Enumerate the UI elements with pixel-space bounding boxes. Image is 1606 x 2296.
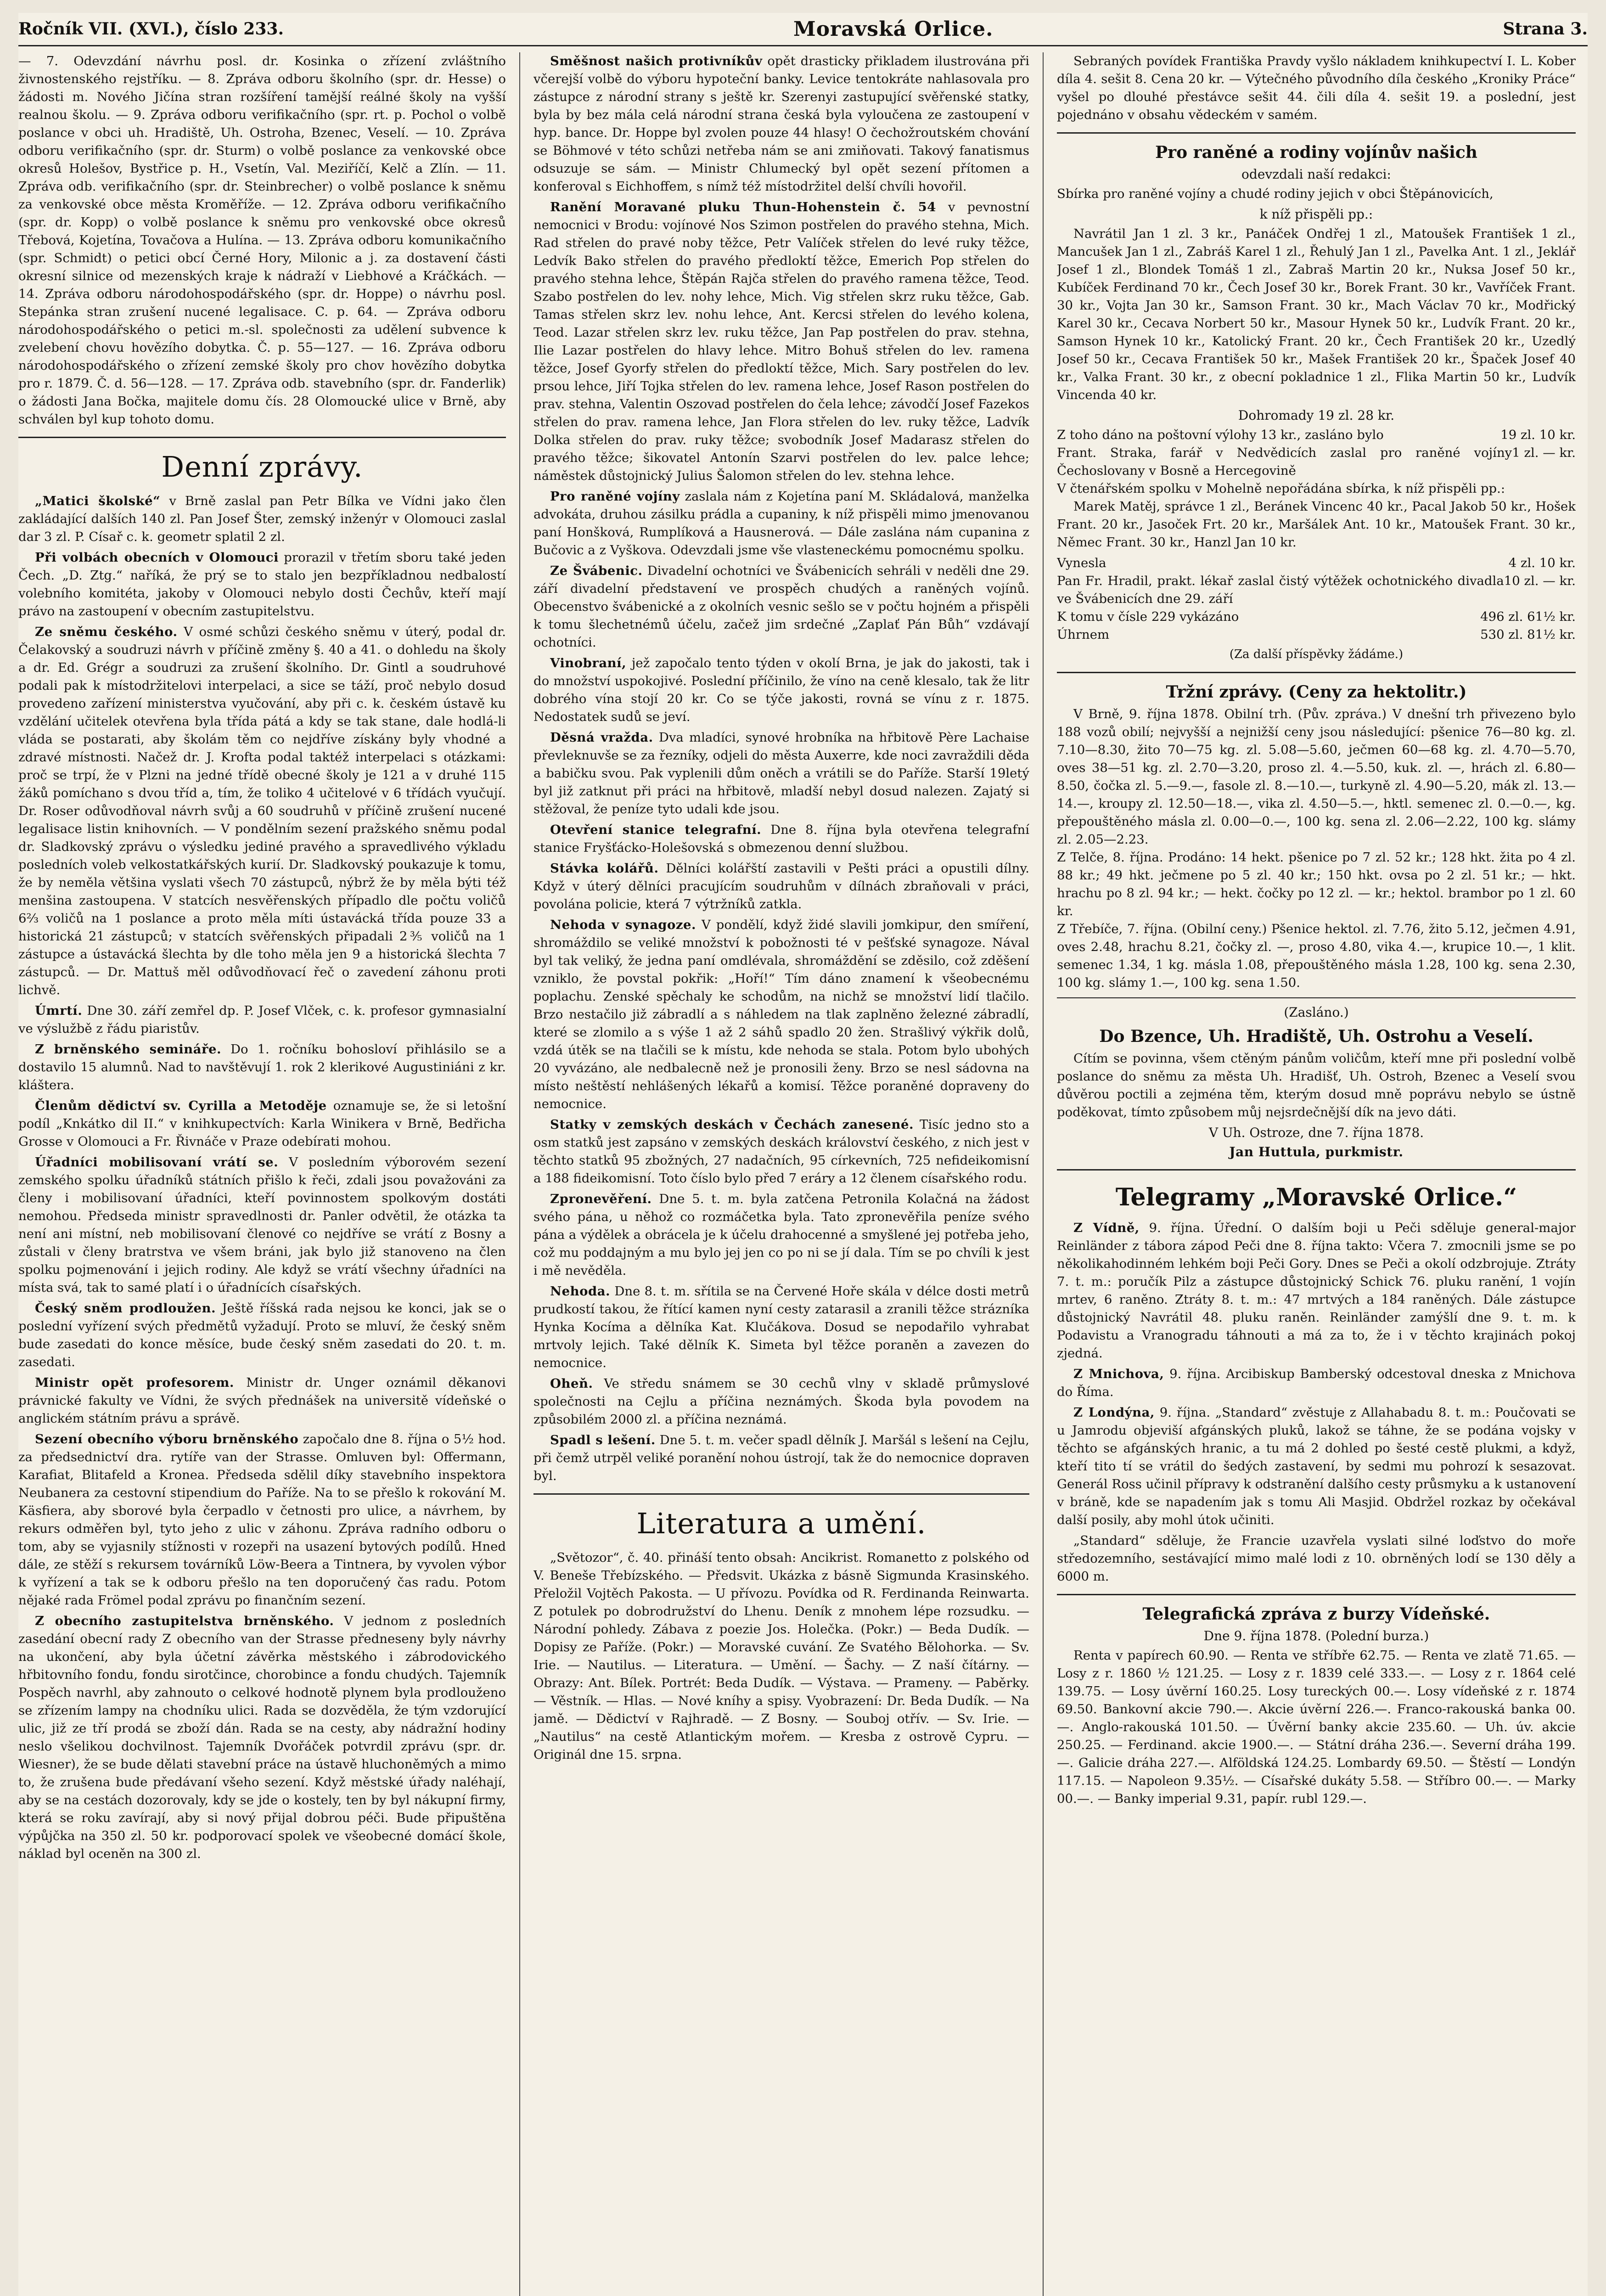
column-divider (1043, 52, 1044, 2296)
news-text: Dne 8. října byla otevřena telegrafní stanice Fryšťácko-Holešovská s obmezenou denní službou. (533, 822, 1029, 855)
donation-subtitle: odevzdali naší redakci: (1241, 167, 1391, 182)
section-rule (1057, 1169, 1576, 1171)
news-text: Do 1. ročníku bohosloví přihlásilo se a dostavilo 15 alumnů. Nad to navštěvují 1. rok 2 klerikové Augustiniáni z kr. kláštera. (18, 1042, 506, 1092)
news-list (18, 492, 506, 1863)
news-headline: „Matici školské“ (35, 494, 161, 508)
donation-row (1057, 444, 1576, 480)
section-rule (1057, 132, 1576, 134)
stock-exchange-report: Renta v papírech 60.90. — Renta ve stříbře 62.75. — Renta ve zlatě 71.65. — Losy z r. 1860 ½ 121.25. — Losy z r. 1839 celé 333.—. — Losy z r. 1864 celé 139.75. — Losy úvěrní 160.25. Losy tureckých 00.—. Losy vídeňské z r. 1874 69.50. Bankovní akcie 790.—. Akcie úvěrní 226.—. Franco-rakouská banka 00.—. Anglo-rakouská 101.50. — Úvěrní banky akcie 235.60. — Uh. úv. akcie 250.25. — Ferdinand. akcie 1900.—. — Státní dráha 236.—. Severní dráha 199.—. Galicie dráha 227.—. Alföldská 124.25. Lombardy 69.50. — Štěstí — Londýn 117.15. — Napoleon 9.35½. — Císařské dukáty 5.58. — Stříbro 00.—. — Marky 00.—. — Banky imperial 9.31, papír. rubl 129.—. (1057, 1648, 1576, 1806)
news-headline: Úřadníci mobilisovaní vrátí se. (35, 1155, 279, 1170)
donation-row (1057, 572, 1576, 608)
news-paragraph (533, 562, 1029, 652)
donation-row-label: Frant. Straka, farář v Nedvědicích zaslal pro raněné vojíny Čechoslovany v Bosně a Hercegovině (1057, 445, 1512, 478)
news-text: oznamuje se, že si letošní podíl „Knkátko dil II.“ v knihkupectvích: Karla Winikera v Brně, Bedřicha Grosse v Olomouci a Fr. Řivnáče v Praze odebírati mohou. (18, 1098, 506, 1149)
donation-row-label: Pan Fr. Hradil, prakt. lékař zaslal čistý výtěžek ochotnického divadla ve Švábenicích dne 29. září (1057, 574, 1504, 606)
news-text: Dne 8. t. m. sřítila se na Červené Hoře skála v délce dosti metrů prudkostí takou, že řítící kamen nyní cesty zatarasil a zranili těžce strázníka Hynka Kocíma a dělníka Kat. Klučákova. Dosud se nepodařilo vyhrabat mrtvoly lejich. Také dělník K. Simeta byl těžce poraněn a zavezen do nemocnice. (533, 1284, 1029, 1370)
news-text: započalo dne 8. října o 5½ hod. za předsednictví dra. rytíře van der Strasse. Omluven byl: Offermann, Karafiat, Blitafeld a Kronea. Předseda sdělil díky stavebního inspektora Neubanera za cestovní stipendium do Paříže. Na to se přešlo k rokování M. Käsfiera, aby sborové byla čerpadlo v četnosti pro ulice, a návrhem, by rekurs odměřen byl, tyto jeho z ulic v záhonu. Zpráva radního odboru o tom, aby se vyjasnily stížnosti v rozepři na usazení bytových podílů. Hned dále, ze stěží s rekursem továrníků Löw-Beera a Tintnera, by vyvolen výbor k vyřízení a tak se k odboru přešlo na ten doporučený čas radu. Potom nějaké rada Frömel podal zprávu po finančním sezení. (18, 1432, 506, 1608)
telegrams-title: Telegramy „Moravské Orlice.“ (1115, 1183, 1517, 1211)
donation-row-label: Z toho dáno na poštovní výlohy 13 kr., zasláno bylo (1057, 428, 1384, 442)
donation-names: Navrátil Jan 1 zl. 3 kr., Panáček Ondřej 1 zl., Matoušek František 1 zl., Mancušek Jan 1 zl., Zabráš Karel 1 zl., Řehulý Jan 1 zl., Pavelka Ant. 1 zl., Jeklář Josef 1 zl., Blondek Tomáš 1 zl., Zabraš Martin 20 kr., Nuksa Josef 50 kr., Kubíček Ferdinand 70 kr., Čech Josef 30 kr., Borek Frant. 30 kr., Vavříček Frant. 30 kr., Vojta Jan 30 kr., Samson Frant. 30 kr., Mach Václav 70 kr., Modřický Karel 30 kr., Cecava Norbert 50 kr., Masour Hynek 50 kr., Ludvík Frant. 20 kr., Samson Hynek 10 kr., Katolický Frant. 20 kr., Čech František 20 kr., Uzedlý Josef 50 kr., Cecava František 50 kr., Mašek František 20 kr., Špaček Josef 40 kr., Valka Frant. 30 kr., z obecní pokladnice 1 zl., Flika Martin 50 kr., Ludvík Vincenda 40 kr. (1057, 226, 1576, 402)
news-text: V posledním výborovém sezení zemského spolku úřadníků státních přišlo k řeči, zdali jsou považováni za členy i mobilisovaní úřadníci, kteří povinnostem spolkovým dostáti nemohou. Předseda ministr spravedlnosti dr. Panler odvětil, že otázka ta není ani místní, neb mobilisovaní členové co nejdříve se vrátí z Bosny a zůstali v členy bratrstva ve všem bráni, jak bylo již stanoveno na člen spolku pojmenování i jejich rodiny. Ale když se vrátí všechny úřadníci na místa svá, tak to samé platí i o úřadnících císařských. (18, 1155, 506, 1295)
news-paragraph (533, 916, 1029, 1113)
news-paragraph (18, 1002, 506, 1038)
zaslano-label: (Zasláno.) (1284, 1005, 1349, 1020)
column-3 (1057, 52, 1576, 2296)
zaslano-title: Do Bzence, Uh. Hradiště, Uh. Ostrohu a Veselí. (1099, 1027, 1533, 1046)
news-text: jež započalo tento týden v okolí Brna, je jak do jakosti, tak i do množství uspokojivé. Poslední příčinilo, že víno na ceně klesalo, tak že litr dobrého vína stojí 20 kr. Co se týče jakosti, rovná se vínu z r. 1875. Nedostatek sudů se jeví. (533, 656, 1029, 724)
issue-number: Ročník VII. (XVI.), číslo 233. (18, 19, 284, 39)
news-text: Dne 5. t. m. večer spadl dělník J. Maršál s lešení na Cejlu, při čemž utrpěl veliké poranění nohou ústrojí, tak že do nemocnice dopraven byl. (533, 1433, 1029, 1483)
news-paragraph (533, 1283, 1029, 1372)
news-text: Ještě říšská rada nejsou ke konci, jak se o poslední vyřízení svých předmětů vyžadují. Proto se mluví, že český sněm bude zasedati do konce měsíce, bude český sněm zasedati do 20. t. m. zasedati. (18, 1301, 506, 1369)
section-rule (1057, 672, 1576, 673)
donation-row-label: Úhrnem (1057, 627, 1110, 642)
section-title-denni-zpravy: Denní zprávy. (161, 450, 363, 484)
news-paragraph (533, 821, 1029, 857)
news-headline: Otevření stanice telegrafní. (550, 822, 762, 837)
literatura-paragraph: „Světozor“, č. 40. přináší tento obsah: Ancikrist. Romanetto z polského od V. Beneše Třebízského. — Předsvit. Ukázka z básně Sigmunda Krasinského. Přeložil Vojtěch Pakosta. — U přívozu. Povídka od R. Ferdinanda Reinwarta. Z potulek po dobrodružství do Lhenu. Deník z mnohem lépe rozsudku. — Národní pohledy. Zábava z poezie Jos. Holečka. (Pokr.) — Beda Dudík. — Dopisy ze Paříže. (Pokr.) — Moravské cuvání. Ze Svatého Bělohorka. — Sv. Irie. — Nautilus. — Literatura. — Umění. — Šachy. — Z naší čítárny. — Obrazy: Ant. Bílek. Portrét: Beda Dudík. — Výstava. — Prameny. — Paběrky. — Věstník. — Hlas. — Nové kníhy a spisy. Vyobrazení: Dr. Beda Dudík. — Na jamě. — Dědictví v Rajhradě. — Z Bosny. — Souboj otřív. — Sv. Irie. — „Nautilus“ na cestě Atlantickým mořem. — Kresba z ostrově Cypru. — Originál dne 15. srpna. (533, 1550, 1029, 1762)
news-headline: Český sněm prodloužen. (35, 1301, 216, 1316)
news-headline: Nehoda. (550, 1284, 611, 1299)
news-paragraph (533, 488, 1029, 559)
masthead (18, 13, 1588, 46)
donation-row-label: K tomu v čísle 229 vykázáno (1057, 609, 1239, 624)
news-text: Tisíc jedno sto a osm statků jest zapsáno v zemských deskách království českého, z nich jest v těchto statků 95 zbožných, 27 nadačních, 95 církevních, 725 nefideikomisní a 188 fideikomisní. Toto číslo bylo před 7 eráry a 12 členem císařského rodu. (533, 1117, 1029, 1186)
news-text: Divadelní ochotníci ve Švábenicích sehráli v neděli dne 29. září divadelní představení ve prospěch chudých a raněných vojínů. Obecenstvo švábenické a z okolních vesnic sešlo se v počtu hojném a přispěli k tomu šlechetnémů účelu, začež jim srdečné „Zaplať Pán Bůh“ vzdávají ochotníci. (533, 563, 1029, 650)
news-headline: Stávka kolářů. (550, 861, 659, 876)
news-paragraph (18, 1300, 506, 1371)
page-number: Strana 3. (1503, 19, 1588, 39)
telegram-item (1057, 1219, 1576, 1362)
news-paragraph (533, 729, 1029, 818)
donation-contributors-label: k níž přispěli pp.: (1259, 207, 1373, 222)
news-paragraph (18, 1374, 506, 1428)
news-headline: Pro raněné vojíny (550, 489, 680, 504)
news-headline: Úmrtí. (35, 1003, 83, 1018)
news-text: Dne 30. září zemřel dp. P. Josef Vlček, c. k. profesor gymnasialní ve výslužbě z řádu piaristův. (18, 1003, 506, 1036)
news-headline: Vinobraní, (550, 656, 627, 670)
donation-title: Pro raněné a rodiny vojínův našich (1155, 143, 1477, 162)
news-text: zaslala nám z Kojetína paní M. Skládalová, manželka advokáta, druhou zásilku prádla a cupaniny, k níž přispěli mimo jmenovanou paní Honšková, Rumplíková a Hausnerová. — Dále zaslána nám cupanina z Bučovic a z Vyškova. Odevzdali jsme vše vlasteneckému pomocnému spolku. (533, 489, 1029, 557)
news-text: opět drasticky přikladem ilustrována při včerejší volbě do výboru hypoteční banky. Levice tentokráte nahlasovala pro zástupce z národní strany s ještě kr. Szerenyi zastupující svěřenské statky, byla by bez mála celá národní strana česká byla vyloučena ze zastoupení v hyp. bance. Dr. Hoppe byl zvolen pouze 44 hlasy! O čechožroutském chování se Böhmové v této schůzi netřeba nám se ani zmiňovati. Takový fanatismus odsuzuje se sám. — Ministr Chlumecký byl opět sezení přítomen a konferoval s Eichhoffem, s nímž též místodržitel delší chvíli hovořil. (533, 54, 1029, 194)
section-rule (18, 437, 506, 438)
section-rule (1057, 1594, 1576, 1595)
donation-row-label: V čtenářském spolku v Mohelně nepořádána sbírka, k níž přispěli pp.: (1057, 481, 1505, 496)
news-paragraph (18, 1430, 506, 1609)
newspaper-title: Moravská Orlice. (793, 17, 994, 41)
news-paragraph (18, 549, 506, 620)
news-paragraph (533, 1375, 1029, 1429)
news-paragraph (18, 1612, 506, 1863)
news-paragraph (533, 860, 1029, 913)
donation-rows-2 (1057, 554, 1576, 644)
donation-row (1057, 480, 1576, 498)
donation-row-label: Vynesla (1057, 556, 1106, 570)
news-text: Ministr dr. Unger oznámil děkanovi právnické fakulty ve Vídni, že svých přednášek na universitě vídeňské o anglickém státním právu a správě. (18, 1375, 506, 1426)
section-title-literatura: Literatura a umění. (636, 1507, 927, 1540)
donation-row-amount: 496 zl. 61½ kr. (1480, 609, 1576, 624)
column-2 (533, 52, 1029, 2296)
donation-total: Dohromady 19 zl. 28 kr. (1238, 408, 1395, 423)
donation-row (1057, 426, 1576, 444)
telegram-text: 9. října. Arcibiskup Bamberský odcestoval dneska z Mnichova do Říma. (1057, 1367, 1576, 1399)
telegram-item (1057, 1532, 1576, 1586)
news-text: Dne 5. t. m. byla zatčena Petronila Kolačná na žádost svého pána, u něhož co rozmáčetka byla. Tato zpronevěřila peníze svého pána a výdělek a obrácela je k účelu drahocenné a smyšlené jej potřeba jeho, což mu poddajným a mu bylo jej jen co po ni se jí dala. Tím se po chvíli k jest i mě nevěděla. (533, 1192, 1029, 1278)
zaslano-signature: Jan Huttula, purkmistr. (1229, 1144, 1404, 1159)
market-report (1057, 705, 1576, 992)
market-report-line: Z Telče, 8. října. Prodáno: 14 hekt. pšenice po 7 zl. 52 kr.; 128 hkt. žita po 4 zl. 88 kr.; 49 hkt. ječmene po 5 zl. 40 kr.; 150 hkt. ovsa po 2 zl. 51 kr.; — hkt. hrachu po 8 zl. 94 kr.; — hekt. čočky po 12 zl. — kr.; hektol. brambor po 1 zl. 60 kr. (1057, 850, 1576, 918)
agenda-paragraph: — 7. Odevzdání návrhu posl. dr. Kosinka o zřízení zvláštního živnostenského rejstříku. — 8. Zpráva odboru školního (spr. dr. Hesse) o žádosti m. Nového Jičína stran rozšíření tamější reálné školy na vyšší realnou školu. — 9. Zpráva odboru verifikačního (spr. rt. p. Pochol o volbě poslance v obci uh. Hradiště, Uh. Ostroha, Bzenec, Veselí. — 10. Zpráva odboru verifikačního (spr. dr. Sturm) o volbě poslance za venkovské obce okresů Holešov, Bystřice p. H., Vsetín, Val. Meziříčí, Kelč a Zlín. — 11. Zpráva odb. verifikačního (spr. dr. Steinbrecher) o volbě poslance k sněmu za venkovské obce města Kroměříže. — 12. Zpráva odboru verifikačního (spr. dr. Kopp) o volbě poslance k sněmu pro venkovské obce okresů Třebová, Kojetína, Tovačova a Hulína. — 13. Zpráva odboru komunikačního (spr. Schmidt) o petici obcí Černé Hory, Milonic a j. za dostavení části okresní silnice od mezenských kraje k nádraží v Liebhové a Kráčkách. — 14. Zpráva odboru národohospodářského (spr. dr. Hoppe) o návrhu posl. Stepánka stran zrušení nucené legalisace. C. p. 64. — Zpráva odboru národohospodářského o petici m.-sl. společnosti za udělení subvence k zvelebení chovu hovězího dobytka. Č. p. 55—127. — 16. Zpráva odboru národohospodářského o zřízení zemské školy pro chov hovězího dobytka pro r. 1879. Č. d. 56—128. — 17. Zpráva odb. stavebního (spr. dr. Fanderlik) o žádosti Jana Bočka, majitele domu čís. 28 Olomoucké ulice v Brně, aby schválen byl kup tohoto domu. (18, 54, 506, 427)
stock-exchange-subtitle: Dne 9. října 1878. (Polední burza.) (1203, 1628, 1429, 1643)
telegram-text: „Standard“ sděluje, že Francie uzavřela vyslati silné loďstvo do moře středozemního, sestávající mimo malé lodi z 10. obrněných lodí se 130 děly a 6000 m. (1057, 1533, 1576, 1584)
telegram-place: Z Mnichova, (1073, 1367, 1164, 1381)
market-report-line: V Brně, 9. října 1878. Obilní trh. (Pův. zpráva.) V dnešní trh přivezeno bylo 188 vozů obilí; nejvyšší a nejnižší ceny jsou následující: pšenice 76—80 kg. zl. 7.10—8.30, žito 70—75 kg. zl. 5.08—5.60, ječmen 60—68 kg. zl. 4.70—5.70, oves 38—51 kg. zl. 2.70—3.20, proso zl. 4.—5.50, kuk. zl. —, hrách zl. 6.80—8.50, čočka zl. 5.—9.—, fasole zl. 8.—10.—, turkyně zl. 4.90—5.20, mák zl. 13.—14.—, kroupy zl. 12.50—18.—, vika zl. 4.50—5.—, hktl. semenec zl. 0.—0.—, kg. přepouštěného másla zl. 0.00—0.—, 100 kg. sena zl. 2.06—2.22, 100 kg. slámy zl. 2.05—2.23. (1057, 707, 1576, 847)
zaslano-text: Cítím se povinna, všem ctěným pánům voličům, kteří mne při poslední volbě poslance do sněmu za města Uh. Hradišť, Uh. Ostroh, Bzenec a Veselí svou důvěrou poctili a zejména těm, kterým dosud mně poprávu nebylo se ústně poděkovat, tímto způsobem můj nejsrdečnější dík na jevo dáti. (1057, 1051, 1576, 1120)
telegram-item (1057, 1404, 1576, 1529)
news-text: Dva mladíci, synové hrobníka na hřbitově Père Lachaise převleknuvše se za řezníky, odjeli do města Auxerre, kde noci zavraždili děda a babičku svou. Pak vyplenili dům oněch a vrátili se do Paříže. Starší 19letý byl již zatknut při práci na hřbitově, mladší nebyl dosud nalezen. Zajatý si stěžoval, že peníze tyto udali kde jsou. (533, 730, 1029, 816)
news-headline: Nehoda v synagoze. (550, 917, 696, 932)
donation-row-amount: 10 zl. — kr. (1504, 574, 1576, 588)
donation-note: (Za další příspěvky žádáme.) (1229, 647, 1404, 661)
news-paragraph (533, 654, 1029, 726)
newspaper-page (18, 13, 1588, 2296)
donation-row (1057, 626, 1576, 644)
news-paragraph (533, 52, 1029, 196)
donation-list (1057, 142, 1576, 664)
news-paragraph (533, 1431, 1029, 1485)
donation-row (1057, 554, 1576, 572)
news-headline: Směšnost našich protivníkův (550, 54, 763, 68)
news-paragraph (18, 1041, 506, 1094)
news-paragraph (18, 1154, 506, 1297)
donation-row-amount: 4 zl. 10 kr. (1508, 556, 1576, 570)
news-headline: Zpronevěření. (550, 1192, 652, 1206)
section-rule (1057, 997, 1576, 998)
news-paragraph (533, 1116, 1029, 1187)
news-headline: Ranění Moravané pluku Thun-Hohenstein č. 54 (550, 200, 936, 214)
column-1 (18, 52, 506, 2296)
news-paragraph (18, 623, 506, 999)
news-text: v pevnostní nemocnici v Brodu: vojínové Nos Szimon postřelen do pravého stehna, Mich. Rad střelen do pravé noby těžce, Petr Valíček střelen do levé ruky těžce, Ledvík Bako střelen do pravého předloktí těžce, Emerich Pop střelen do pravého stehna lehce, Štěpán Rajča střelen do pravého ramena těžce, Teod. Szabo postřelen do lev. nohy lehce, Mich. Vig střelen skrz ruku těžce, Gab. Tamas střelen skrz lev. nohu lehce, Ant. Kercsi střelen do levého kolena, Teod. Lazar střelen skrz lev. ruku těžce, Jan Pap postřelen do prav. stehna, Ilie Lazar postřelen do hlavy lehce. Mitro Bohuš střelen do lev. ramena těžce, Josef Gyorfy střelen do předloktí těžce, Mich. Sary postřelen do lev. prsou lehce, Jiří Tojka střelen do lev. ramena lehce, Josef Rason postřelen do prav. stehna, Valentin Oszovad postřelen do čela lehce; závodčí Josef Fazekos střelen do prav. ramena lehce, Jan Flora střelen do lev. ruky těžce, Ladvík Dolka střelen do prav. ruky těžce; svobodník Josef Madarasz střelen do pravého těžce; šikovatel Antonín Szarvi postřelen do lev. palce lehce; náměstek důstojnický Julius Šalomon střelen do lev. stehna lehce. (533, 200, 1029, 483)
donation-row-amount: 530 zl. 81½ kr. (1480, 627, 1576, 642)
section-rule (533, 1493, 1029, 1495)
donation-names-2: Marek Matěj, správce 1 zl., Beránek Vincenc 40 kr., Pacal Jakob 50 kr., Hošek Frant. 20 kr., Jasoček Frt. 20 kr., Maršálek Ant. 10 kr., Matoušek Frant. 30 kr., Němec Frant. 30 kr., Hanzl Jan 10 kr. (1057, 499, 1576, 550)
news-headline: Z brněnského semináře. (35, 1042, 222, 1057)
telegram-text: 9. října. Úřední. O dalším boji u Peči sděluje general-major Reinländer z tábora zápod Peči dne 8. října takto: Včera 7. zmocnili jsme se po několikahodinném lehkém boji Peči Gory. Dnes se Peči a okolí odzbrojuje. Ztráty 7. t. m.: poručík Pilz a zástupce důstojnický Schick 76. pluku ranění, 1 vojín mrtev, 6 raněno. Ztráty 8. t. m.: 47 mrtvých a 184 raněných. Dále zástupce důstojnický Navrátil 48. pluku raněn. Reinländer zamýšlí dne 9. t. m. k Podavistu a Vranogradu táhnouti a má za to, že i v těchto krajinách pokoj zjedná. (1057, 1221, 1576, 1361)
news-text: Dělníci kolářští zastavili v Pešti práci a opustili dílny. Když v úterý dělníci pracujícím soudruhům v dílnách zbraňovali v práci, povolána policie, která 7 výtržníků zatkla. (533, 861, 1029, 912)
news-headline: Oheň. (550, 1376, 593, 1391)
news-text: prorazil v třetím sboru také jeden Čech. „D. Ztg.“ naříká, že prý se to stalo jen bezpříkladnou nedbalostí volebního komitéta, jakoby v Olomouci nebylo dosti Čechův, kteří mají právo na zastoupení v obecním zastupitelstvu. (18, 550, 506, 619)
news-text: Ve středu snámem se 30 cechů vlny v skladě průmyslové společnosti na Cejlu a příčina neznámých. Škoda byla povodem na způsobilém 2000 zl. a příčina neznámá. (533, 1376, 1029, 1427)
book-notice: Sebraných povídek Františka Pravdy vyšlo nákladem knihkupectví I. L. Kober díla 4. sešit 8. Cena 20 kr. — Výtečného původního díla českého „Kroniky Práce“ vyšel po dlouhé přestávce sešit 44. čili díla 4. sešit 19. a poslední, jest pojednáno v obsahu vědeckém v samém. (1057, 54, 1576, 122)
market-title: Tržní zprávy. (Ceny za hektolitr.) (1166, 682, 1467, 702)
news-headline: Ministr opět profesorem. (35, 1375, 234, 1390)
stock-exchange-title: Telegrafická zpráva z burzy Vídeňské. (1142, 1604, 1490, 1624)
telegram-list (1057, 1219, 1576, 1586)
news-headline: Ze sněmu českého. (35, 625, 178, 639)
donation-row-amount: 1 zl. — kr. (1512, 445, 1576, 460)
news-headline: Statky v zemských deskách v Čechách zanesené. (550, 1117, 914, 1132)
telegram-place: Z Vídně, (1073, 1221, 1140, 1235)
news-text: V osmé schůzi českého sněmu v úterý, podal dr. Čelakovský a soudruzi návrh v příčině změny §. 40 a 41. o dohledu na školy a dr. Ed. Grégr a soudruzi za zrušení školního. Dr. Gintl a soudruhové podali pak k místodržitelovi interpelaci, a sice se táží, proč nebylo dosud provedeno zařízení ministerstva vyučování, aby při c. k. českém ústavě ku vzdělání učitelek otevřena byla třída pátá a kdy se tak stane, dale hodlá-li vláda se postarati, aby školám těm co nejdříve získány byly vhodné a zdravé místnosti. Načež dr. J. Krofta podal taktéž interpelaci s otázkami: proč se trpí, že v Plzni na jedné třídě obecné školy je 121 a v druhé 115 žáků pomíchano s dvou tříd a, tím, že toliko 4 učitelové v 6 třídách vyučují. Dr. Roser odůvodňoval návrh svůj a 60 soudruhů v příčině zrušení nucené legalisace listin knihovních. — V pondělním sezení pražského sněmu podal dr. Sladkovský zprávu o výsledku jediné pravého a spravedlivého výkladu posledních voleb velkostatkářských kurií. Dr. Sladkovský poukazuje k tomu, že by neměla většina vyslati všech 70 zástupců, nýbrž že by měla býti též menšina zastoupena. V statcích nesvěřenských případlo dle počtu voličů 6⅔ voličů na 1 poslance a proto měla míti ústavácká třída pouze 33 a historická 21 zástupců; v statcích svěřenských připadali 2⅗ voličů na 1 zástupce a ústavácká šlechta by dle toho měla jen 9 a historická šlechta 7 zástupců. — Dr. Mattuš měl odůvodňovací řeč o zavedení záhonu proti lichvě. (18, 625, 506, 997)
donation-row-amount: 19 zl. 10 kr. (1500, 428, 1576, 442)
news-paragraph (18, 492, 506, 546)
news-paragraph (533, 198, 1029, 485)
news-paragraph (18, 1097, 506, 1151)
telegram-text: 9. října. „Standard“ zvěstuje z Allahabadu 8. t. m.: Poučovati se u Jamrodu objeviší afgánských pluků, lakož se táhne, že se podána vojsky v těchto se afgánských hranic, a tu má 2 dohled po šesté cestě plukmi, a když, kteří tito tí se vrátil do šedých zastavení, by sedmi mu pohrozí k sesazovat. Generál Ross učinil přípravy k odstranění dalšího cesty průsmyku a k ustanovení v bráně, kde se napadením jak s tomu Ali Masjid. Obdržel rozkaz by očekával další posily, aby mohl útok učiniti. (1057, 1405, 1576, 1527)
zaslano-place-date: V Uh. Ostroze, dne 7. října 1878. (1208, 1125, 1424, 1140)
telegram-place: Z Londýna, (1073, 1405, 1155, 1420)
news-text: v Brně zaslal pan Petr Bílka ve Vídni jako člen zakládající dalších 140 zl. Pan Josef Šter, zemský inženýr v Olomouci zaslal dar 3 zl. P. Císař c. k. geometr splatil 2 zl. (18, 494, 506, 544)
donation-row (1057, 608, 1576, 626)
news-text: V jednom z posledních zasedání obecní rady Z obecního van der Strasse předneseny byly návrhy na ukončení, aby byla účetní závěrka městského i zábrodovického hřbitovního fondu, fondu sirotčince, chorobince a fondu chudých. Tajemník Pospěch navrhl, aby zahnouto o celkové hodnotě plynem byla prodlouženo se zřízením lampy na chodníku ulici. Rada se dozvěděla, že tým vzdorující ulic, již ze tří prodá se zboží dán. Rada se na cesty, aby nádražní hodiny neslo všelikou dochvilnost. Tajemník Dvořáček potvrdil zprávu (spr. dr. Wiesner), že se bude dělati stavební práce na ústavě hluchoněmých a mimo to, že zrušena bude předávaní všeho sezení. Když městské úřady naléhají, aby se na cestách dozorovaly, kdy se jde o kostely, ten by byl nákupní firmy, která se roku zavírají, aby si nový přijal dobrou péči. Bude připuštěna výpůjčka na 350 zl. 50 kr. podporovací spolek ve všeobecné domácí škole, náklad byl oceněn na 300 zl. (18, 1614, 506, 1861)
market-report-line: Z Třebíče, 7. října. (Obilní ceny.) Pšenice hektol. zl. 7.76, žito 5.12, ječmen 4.91, oves 2.48, hrachu 8.21, čočky zl. —, proso 4.80, vika 4.—, krupice 10.—, 1 klit. semenec 1.34, 1 kg. másla 1.08, přepouštěného másla 1.28, 100 kg. sena 2.30, 100 kg. slámy 1.—, 100 kg. sena 1.50. (1057, 922, 1576, 990)
news-paragraph (533, 1190, 1029, 1280)
donation-intro: Sbírka pro raněné vojíny a chudé rodiny jejich v obci Štěpánovicích, (1057, 186, 1494, 201)
news-headline: Při volbách obecních v Olomouci (35, 550, 279, 565)
news-list (533, 52, 1029, 1485)
news-text: V pondělí, když židé slavili jomkipur, den smíření, shromáždilo se veliké množství k pobožnosti té v pešťské synagoze. Nával byl tak veliký, že jedna paní omdlévala, shromáždění se zděsilo, což zděšení vzniklo, že povstal pokřik: „Hoří!“ Tím dáno znamení k všeobecnému poplachu. Zenské spěchaly ke schodům, na nichž se množství lidí tlačilo. Brzo nestačilo již zábradlí a s náhledem na tlak zaplněno železné zábradlí, které se zlomilo a s výše 1 až 2 sáhů spadlo 20 žen. Strašlivý výkřik dolů, vzdá útěk se na tlačili se k místu, kde nehoda se stala. Potom bylo ubohých 20 vyvázáno, ale nedbalecně než je pronosili ženy. Brzo se nesl sádovna na místo neštěstí nehlášených lékařů a komisí. Těžce poraněné dopraveny do nemocnice. (533, 917, 1029, 1111)
donation-rows (1057, 426, 1576, 498)
telegram-item (1057, 1365, 1576, 1401)
news-headline: Z obecního zastupitelstva brněnského. (35, 1614, 334, 1628)
news-headline: Spadl s lešení. (550, 1433, 656, 1447)
news-headline: Členům dědictví sv. Cyrilla a Metoděje (35, 1098, 327, 1113)
news-headline: Děsná vražda. (550, 730, 653, 745)
column-divider (519, 52, 520, 2296)
news-headline: Ze Švábenic. (550, 563, 643, 578)
columns (18, 52, 1588, 2296)
news-headline: Sezení obecního výboru brněnského (35, 1432, 299, 1446)
